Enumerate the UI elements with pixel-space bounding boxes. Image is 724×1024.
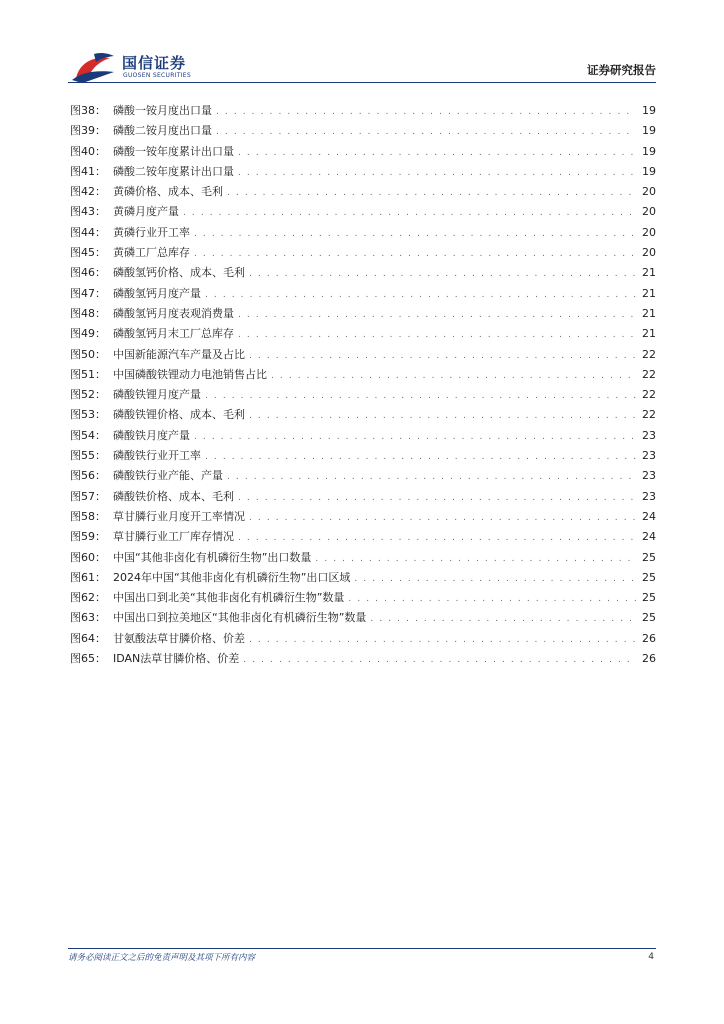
figure-page-number[interactable]: 24 xyxy=(642,509,656,523)
dot-leader xyxy=(183,203,636,223)
dot-leader xyxy=(227,183,636,203)
toc-row[interactable] xyxy=(70,385,656,405)
figure-page-number[interactable]: 20 xyxy=(642,225,656,239)
dot-leader xyxy=(243,650,636,670)
figure-page-number[interactable]: 22 xyxy=(642,408,656,422)
figure-page-number[interactable]: 24 xyxy=(642,530,656,544)
toc-row[interactable] xyxy=(70,324,656,344)
figure-title[interactable]: 磷酸铁价格、成本、毛利 xyxy=(113,489,234,503)
figure-title[interactable]: 磷酸铁锂价格、成本、毛利 xyxy=(113,408,245,422)
toc-row[interactable] xyxy=(70,345,656,365)
figure-page-number[interactable]: 23 xyxy=(642,449,656,463)
dot-leader xyxy=(194,244,636,264)
toc-row[interactable] xyxy=(70,142,656,162)
figure-number: 图54： xyxy=(70,428,106,442)
figure-title[interactable]: 磷酸二铵年度累计出口量 xyxy=(113,164,234,178)
figure-page-number[interactable]: 20 xyxy=(642,185,656,199)
figure-title[interactable]: 黄磷月度产量 xyxy=(113,205,179,219)
toc-row[interactable] xyxy=(70,121,656,141)
header-divider xyxy=(68,82,656,83)
figure-number: 图50： xyxy=(70,347,106,361)
figure-number: 图59： xyxy=(70,530,106,544)
figure-title[interactable]: 甘氨酸法草甘膦价格、价差 xyxy=(113,631,245,645)
figure-page-number[interactable]: 25 xyxy=(642,550,656,564)
figure-title[interactable]: 磷酸氢钙月度产量 xyxy=(113,286,201,300)
figure-title[interactable]: 草甘膦行业工厂库存情况 xyxy=(113,530,234,544)
figure-title[interactable]: 草甘膦行业月度开工率情况 xyxy=(113,509,245,523)
figure-number: 图61： xyxy=(70,570,106,584)
figure-title[interactable]: IDAN法草甘膦价格、价差 xyxy=(113,652,240,666)
figure-title[interactable]: 磷酸氢钙月末工厂总库存 xyxy=(113,327,234,341)
dot-leader xyxy=(238,163,636,183)
dot-leader xyxy=(205,447,636,467)
figure-number: 图43： xyxy=(70,205,106,219)
dot-leader xyxy=(249,346,636,366)
figure-number: 图62： xyxy=(70,591,106,605)
figure-title[interactable]: 磷酸铁锂月度产量 xyxy=(113,388,201,402)
dot-leader xyxy=(249,630,636,650)
toc-row[interactable] xyxy=(70,649,656,669)
figure-number: 图53： xyxy=(70,408,106,422)
figure-title[interactable]: 磷酸一铵年度累计出口量 xyxy=(113,144,234,158)
figure-number: 图57： xyxy=(70,489,106,503)
figure-page-number[interactable]: 21 xyxy=(642,306,656,320)
disclaimer-text: 请务必阅读正文之后的免责声明及其项下所有内容 xyxy=(68,953,256,963)
figure-number: 图40： xyxy=(70,144,106,158)
figure-page-number[interactable]: 25 xyxy=(642,591,656,605)
toc-row[interactable] xyxy=(70,466,656,486)
figure-title[interactable]: 中国新能源汽车产量及占比 xyxy=(113,347,245,361)
figure-page-number[interactable]: 19 xyxy=(642,144,656,158)
figure-page-number[interactable]: 20 xyxy=(642,205,656,219)
dot-leader xyxy=(370,609,636,629)
toc-row[interactable] xyxy=(70,608,656,628)
toc-row[interactable] xyxy=(70,101,656,121)
figure-number: 图48： xyxy=(70,306,106,320)
dot-leader xyxy=(271,366,636,386)
dot-leader xyxy=(238,325,636,345)
dot-leader xyxy=(249,508,636,528)
figure-page-number[interactable]: 23 xyxy=(642,489,656,503)
figure-number: 图51： xyxy=(70,367,106,381)
toc-row[interactable] xyxy=(70,507,656,527)
dot-leader xyxy=(205,285,636,305)
dot-leader xyxy=(238,143,636,163)
figure-number: 图52： xyxy=(70,388,106,402)
report-type-label: 证券研究报告 xyxy=(587,63,656,77)
figure-title[interactable]: 磷酸铁月度产量 xyxy=(113,428,190,442)
dot-leader xyxy=(238,488,636,508)
dot-leader xyxy=(194,427,636,447)
figure-title[interactable]: 黄磷行业开工率 xyxy=(113,225,190,239)
toc-row[interactable] xyxy=(70,405,656,425)
figure-page-number[interactable]: 19 xyxy=(642,124,656,138)
figure-page-number[interactable]: 26 xyxy=(642,631,656,645)
figure-title[interactable]: 中国出口到北美“其他非卤化有机磷衍生物”数量 xyxy=(113,591,345,605)
page-header xyxy=(0,0,724,90)
figure-list xyxy=(70,101,656,669)
toc-row[interactable] xyxy=(70,588,656,608)
figure-number: 图47： xyxy=(70,286,106,300)
logo-text-en: GUOSEN SECURITIES xyxy=(123,72,192,79)
toc-row[interactable] xyxy=(70,182,656,202)
dot-leader xyxy=(238,528,636,548)
dot-leader xyxy=(249,406,636,426)
dot-leader xyxy=(348,589,636,609)
toc-row[interactable] xyxy=(70,304,656,324)
toc-row[interactable] xyxy=(70,243,656,263)
dot-leader xyxy=(194,224,636,244)
figure-page-number[interactable]: 21 xyxy=(642,286,656,300)
figure-title[interactable]: 磷酸铁行业产能、产量 xyxy=(113,469,223,483)
toc-row[interactable] xyxy=(70,548,656,568)
toc-row[interactable] xyxy=(70,527,656,547)
figure-number: 图64： xyxy=(70,631,106,645)
figure-number: 图55： xyxy=(70,449,106,463)
dot-leader xyxy=(216,122,636,142)
figure-title[interactable]: 中国出口到拉美地区“其他非卤化有机磷衍生物”数量 xyxy=(113,611,367,625)
toc-row[interactable] xyxy=(70,202,656,222)
dot-leader xyxy=(238,305,636,325)
figure-title[interactable]: 2024年中国“其他非卤化有机磷衍生物”出口区域 xyxy=(113,570,351,584)
toc-row[interactable] xyxy=(70,446,656,466)
toc-row[interactable] xyxy=(70,426,656,446)
figure-page-number[interactable]: 23 xyxy=(642,469,656,483)
figure-title[interactable]: 黄磷价格、成本、毛利 xyxy=(113,185,223,199)
figure-page-number[interactable]: 19 xyxy=(642,164,656,178)
figure-title[interactable]: 磷酸一铵月度出口量 xyxy=(113,104,212,117)
figure-number: 图46： xyxy=(70,266,106,280)
figure-number: 图44： xyxy=(70,225,106,239)
figure-number: 图41： xyxy=(70,164,106,178)
figure-page-number[interactable]: 22 xyxy=(642,347,656,361)
dot-leader xyxy=(354,569,636,589)
figure-number: 图63： xyxy=(70,611,106,625)
dot-leader xyxy=(216,102,636,122)
toc-row[interactable] xyxy=(70,365,656,385)
figure-page-number[interactable]: 21 xyxy=(642,327,656,341)
figure-title[interactable]: 磷酸氢钙月度表观消费量 xyxy=(113,306,234,320)
figure-number: 图60： xyxy=(70,550,106,564)
figure-page-number[interactable]: 19 xyxy=(642,104,656,117)
figure-page-number[interactable]: 22 xyxy=(642,388,656,402)
figure-number: 图49： xyxy=(70,327,106,341)
guosen-logo xyxy=(70,52,210,84)
figure-title[interactable]: 黄磷工厂总库存 xyxy=(113,246,190,260)
figure-page-number[interactable]: 23 xyxy=(642,428,656,442)
figure-page-number[interactable]: 26 xyxy=(642,652,656,666)
figure-page-number[interactable]: 21 xyxy=(642,266,656,280)
dot-leader xyxy=(227,467,636,487)
figure-number: 图58： xyxy=(70,509,106,523)
toc-row[interactable] xyxy=(70,284,656,304)
toc-row[interactable] xyxy=(70,629,656,649)
figure-title[interactable]: 磷酸二铵月度出口量 xyxy=(113,124,212,138)
figure-title[interactable]: 磷酸铁行业开工率 xyxy=(113,449,201,463)
dot-leader xyxy=(249,264,636,284)
footer-divider xyxy=(68,948,656,949)
figure-page-number[interactable]: 25 xyxy=(642,611,656,625)
page-number: 4 xyxy=(648,952,654,962)
figure-number: 图42： xyxy=(70,185,106,199)
toc-row[interactable] xyxy=(70,263,656,283)
toc-row[interactable] xyxy=(70,162,656,182)
figure-number: 图39： xyxy=(70,124,106,138)
figure-number: 图45： xyxy=(70,246,106,260)
figure-title[interactable]: 磷酸氢钙价格、成本、毛利 xyxy=(113,266,245,280)
toc-row[interactable] xyxy=(70,487,656,507)
toc-row[interactable] xyxy=(70,223,656,243)
dot-leader xyxy=(205,386,636,406)
figure-number: 图65： xyxy=(70,652,106,666)
dot-leader xyxy=(315,549,636,569)
logo-text-cn: 国信证券 xyxy=(122,54,187,72)
figure-title[interactable]: 中国磷酸铁锂动力电池销售占比 xyxy=(113,367,267,381)
figure-number: 图56： xyxy=(70,469,106,483)
toc-row[interactable] xyxy=(70,568,656,588)
figure-page-number[interactable]: 20 xyxy=(642,246,656,260)
guosen-logo-icon xyxy=(70,52,116,84)
figure-page-number[interactable]: 22 xyxy=(642,367,656,381)
figure-number: 图38： xyxy=(70,104,106,117)
figure-page-number[interactable]: 25 xyxy=(642,570,656,584)
figure-title[interactable]: 中国“其他非卤化有机磷衍生物”出口数量 xyxy=(113,550,312,564)
